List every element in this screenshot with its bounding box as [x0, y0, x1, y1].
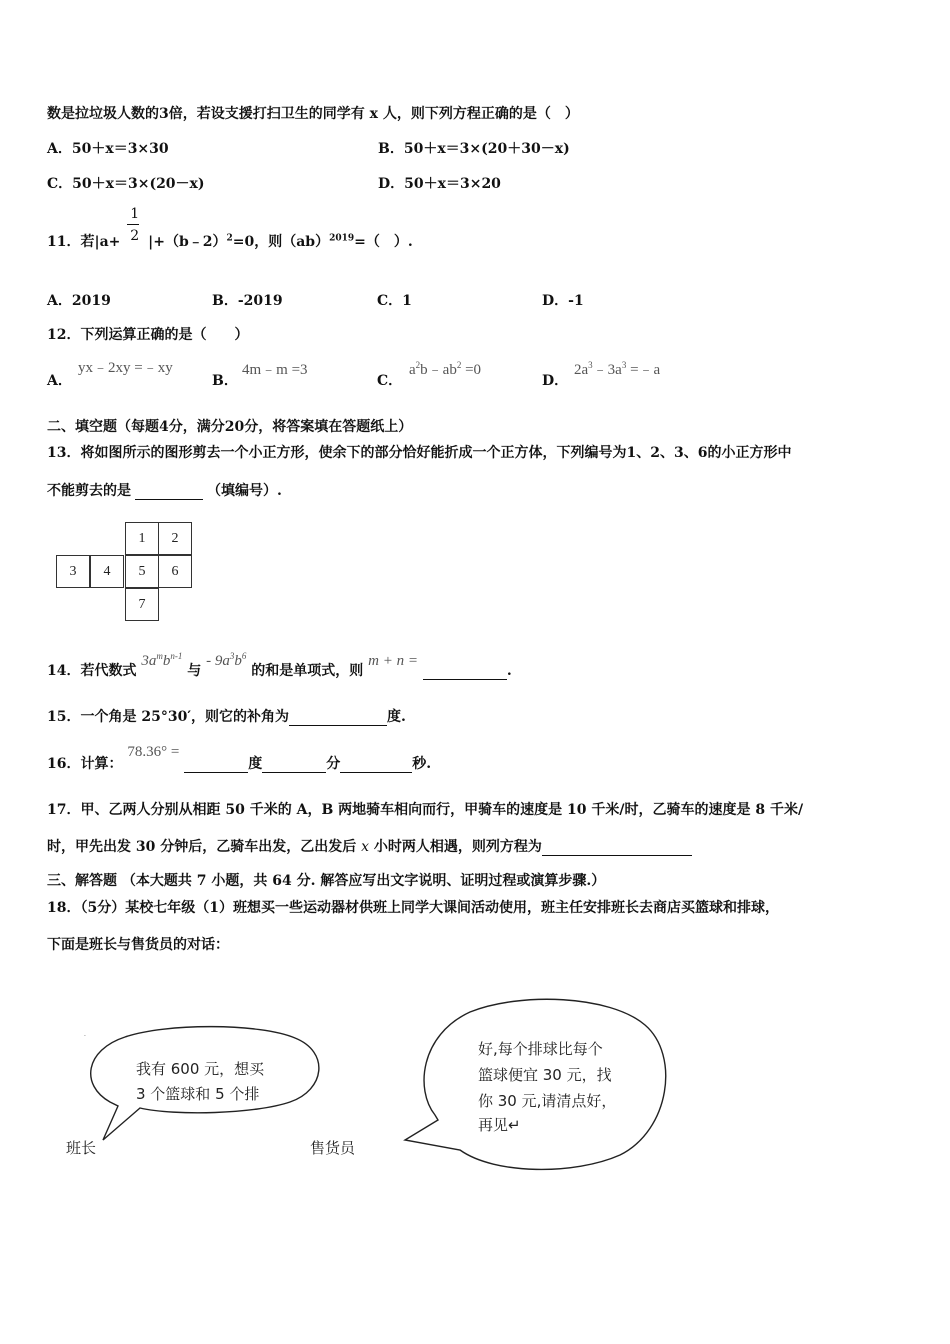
q12-option-a-expr: yx﹣2xy =﹣xy — [78, 360, 173, 376]
q11-option-a: A．2019 — [47, 293, 111, 309]
q10-stem: 数是拉垃圾人数的3倍，若设支援打扫卫生的同学有 x 人，则下列方程正确的是（ ） — [47, 106, 579, 122]
q12-option-b-label: B． — [212, 373, 238, 389]
net-cell-6: 6 — [158, 555, 192, 588]
section-2-title: 二、填空题（每题4分，满分20分，将答案填在答题纸上） — [47, 419, 413, 435]
q11-stem: 11．若|a+ $\frac{1}{2}$ |+（b﹣2）$^2$=0，则（ab）$^{2019}$=（ ）. — [47, 206, 413, 250]
q16-stem: 16．计算： 78.36° = 度 分 秒. — [47, 744, 432, 772]
q12-option-b-expr: 4m﹣m =3 — [242, 362, 308, 378]
bubble-2-line-4: 再见↵ — [478, 1116, 521, 1134]
q14-answer-blank — [423, 665, 507, 680]
net-cell-7: 7 — [125, 588, 159, 621]
speaker-monitor-label: 班长 — [66, 1139, 97, 1157]
q18-line-1: 18．（5分）某校七年级（1）班想买一些运动器材供班上同学大课间活动使用，班主任安排班长去商店买篮球和排球， — [47, 900, 779, 916]
bubble-2-line-1: 好,每个排球比每个 — [478, 1040, 603, 1058]
q11-option-b: B．-2019 — [212, 293, 283, 309]
q14-expr-3: m + n = — [368, 653, 418, 669]
section-3-title: 三、解答题 （本大题共 7 小题，共 64 分. 解答应写出文字说明、证明过程或演算步骤.） — [47, 873, 606, 889]
q13-answer-blank — [135, 485, 203, 500]
q10-option-a: A．50＋x＝3×30 — [47, 141, 169, 157]
q12-option-c-label: C． — [377, 373, 403, 389]
net-cell-4: 4 — [90, 555, 124, 588]
q12-option-c-expr: $a^2b﹣ab^2 =0$ — [409, 360, 482, 378]
q13-line-2: 不能剪去的是 （填编号）. — [47, 483, 282, 499]
q17-line-2: 时，甲先出发 30 分钟后，乙骑车出发，乙出发后 x 小时两人相遇，则列方程为 — [47, 836, 692, 856]
q10-option-b: B．50＋x＝3×(20＋30－x) — [378, 141, 570, 157]
q12-stem: 12．下列运算正确的是（ ） — [47, 327, 249, 343]
speaker-salesperson-label: 售货员 — [310, 1139, 356, 1157]
q16-blank-degree — [184, 758, 248, 773]
svg-text:·: · — [84, 1033, 86, 1040]
q11-option-c: C．1 — [377, 293, 412, 309]
bubble-2-line-3: 你 30 元,请清点好， — [478, 1092, 617, 1110]
q17-line-1: 17．甲、乙两人分别从相距 50 千米的 A，B 两地骑车相向而行，甲骑车的速度是 10 千米/时，乙骑车的速度是 8 千米/ — [47, 802, 804, 818]
net-cell-3: 3 — [56, 555, 90, 588]
q11-option-d: D．-1 — [542, 293, 584, 309]
q14-stem: 14．若代数式 $3a^mb^{n-1}$ 与 - $9a^3b^6$ 的和是单项式，则 m + n = . — [47, 651, 512, 679]
q16-blank-minute — [262, 758, 326, 773]
q12-option-d-expr: $2a^3﹣3a^3$ =﹣a — [574, 360, 661, 378]
q12-option-a-label: A． — [47, 373, 72, 389]
q14-expr-2: - $9a^3b^6$ — [206, 651, 247, 669]
q15-stem: 15．一个角是 25°30′，则它的补角为 度. — [47, 709, 406, 725]
q17-answer-blank — [542, 841, 692, 856]
q16-blank-second — [340, 758, 412, 773]
net-cell-2: 2 — [158, 522, 192, 555]
q15-answer-blank — [289, 711, 387, 726]
bubble-1-line-1: 我有 600 元，想买 — [136, 1060, 265, 1078]
bubble-2-line-2: 篮球便宜 30 元，找 — [478, 1066, 612, 1084]
net-cell-1: 1 — [125, 522, 159, 555]
q18-line-2: 下面是班长与售货员的对话： — [47, 937, 229, 953]
q11-fraction: $\frac{1}{2}$ — [125, 232, 143, 246]
bubble-1-line-2: 3 个篮球和 5 个排 — [136, 1085, 260, 1103]
q12-option-d-label: D． — [542, 373, 569, 389]
net-cell-5: 5 — [125, 555, 159, 588]
q10-option-d: D．50＋x＝3×20 — [378, 176, 501, 192]
q13-line-1: 13．将如图所示的图形剪去一个小正方形，使余下的部分恰好能折成一个正方体，下列编号为1、2、3、6的小正方形中 — [47, 445, 792, 461]
q10-option-c: C．50＋x＝3×(20－x) — [47, 176, 205, 192]
q16-expr: 78.36° = — [127, 744, 180, 760]
q14-expr-1: $3a^mb^{n-1}$ — [141, 651, 183, 669]
